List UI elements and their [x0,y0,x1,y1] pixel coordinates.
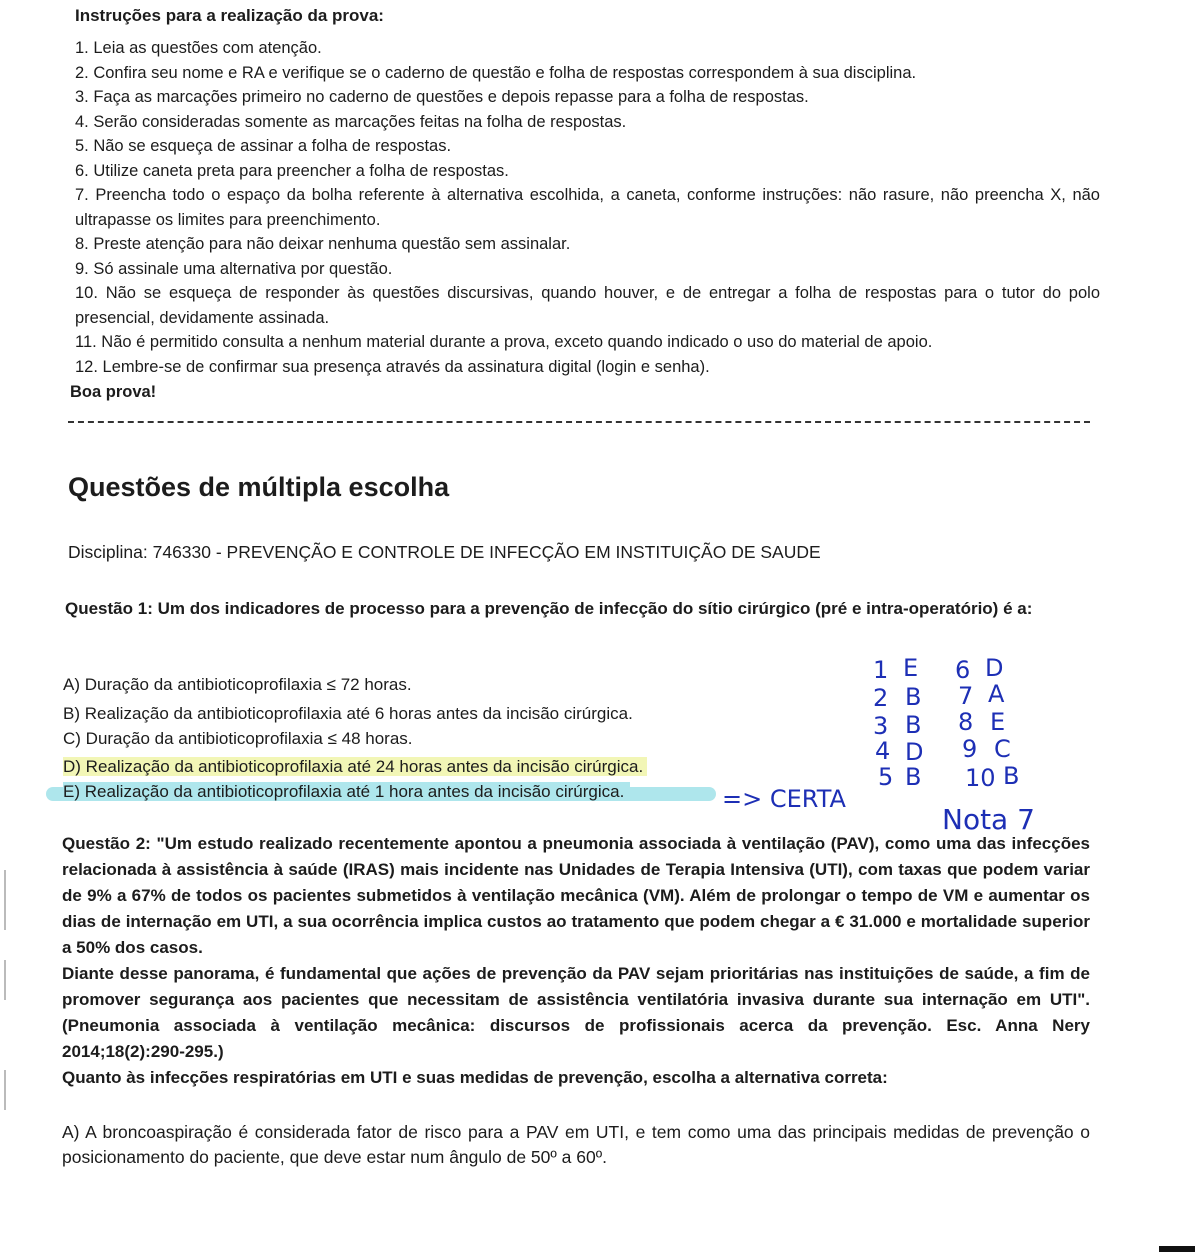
q2-paragraph: Quanto às infecções respiratórias em UTI e suas medidas de prevenção, escolha a alternativa correta: [62,1068,888,1087]
instruction-item: 8. Preste atenção para não deixar nenhuma questão sem assinalar. [75,235,571,253]
instructions-list [75,36,1100,379]
answer-letter: B [905,763,922,791]
q1-option-a: A) Duração da antibioticoprofilaxia ≤ 72 horas. [63,675,412,694]
scan-corner-mark [1159,1246,1195,1252]
handwritten-grade: Nota 7 [942,803,1035,836]
instruction-item: 7. Preencha todo o espaço da bolha referente à alternativa escolhida, a caneta, conforme instruções: não rasure, não preencha X, não ultrapasse os limites para preenchimento. [75,186,1100,229]
section-title: Questões de múltipla escolha [68,472,450,502]
dashed-divider [68,421,1090,423]
answer-number: 3 [873,712,889,740]
handwritten-certa-note: => CERTA [722,785,846,813]
answer-number: 2 [873,684,889,712]
instruction-item: 10. Não se esqueça de responder às questões discursivas, quando houver, e de entregar a folha de respostas para o tutor do polo presencial, devidamente assinada. [75,284,1100,327]
answer-number: 7 [958,682,974,710]
instruction-item: 12. Lembre-se de confirmar sua presença através da assinatura digital (login e senha). [75,357,710,376]
instructions-title: Instruções para a realização da prova: [75,6,384,25]
question-2-text [62,831,1090,1091]
discipline-label: Disciplina: 746330 - PREVENÇÃO E CONTROLE DE INFECÇÃO EM INSTITUIÇÃO DE SAUDE [68,542,821,562]
scan-margin-mark [4,1070,6,1110]
instruction-item: 5. Não se esqueça de assinar a folha de respostas. [75,137,452,155]
closing-text: Boa prova! [70,383,157,401]
q1-option-e [63,782,630,802]
answer-number: 5 [878,763,894,791]
instruction-item: 6. Utilize caneta preta para preencher a folha de respostas. [75,161,509,180]
q2-paragraph: Questão 2: "Um estudo realizado recentemente apontou a pneumonia associada à ventilação (PAV), como uma das infecções relacionada à assistência à saúde (IRAS) mais incidente nas Unidades de Terapia Intensiva (UTI), com taxas que podem variar de 9% a 67% de todos os pacientes submetidos à ventilação mecânica (VM). Além de prolongar o tempo de VM e aumentar os dias de internação em UTI, a sua ocorrência implica custos ao tratamento que podem chegar a € 31.000 e mortalidade superior a 50% dos casos. [62,834,1090,957]
answer-number: 1 [873,656,889,684]
answer-letter: C [994,735,1011,763]
answer-letter: B [905,683,922,711]
instruction-item: 1. Leia as questões com atenção. [75,39,322,57]
q1-option-e-highlight: E) Realização da antibioticoprofilaxia até 1 hora antes da incisão cirúrgica. [63,782,630,801]
answer-letter: A [988,680,1005,708]
answer-letter: D [905,738,924,766]
q2-option-a: A) A broncoaspiração é considerada fator de risco para a PAV em UTI, e tem como uma das principais medidas de prevenção o posicionamento do paciente, que deve estar num ângulo de 50º a 60º. [62,1122,1090,1167]
scan-margin-mark [4,870,6,930]
answer-letter: D [985,654,1004,682]
instruction-item: 11. Não é permitido consulta a nenhum material durante a prova, exceto quando indicado o uso do material de apoio. [75,333,933,351]
instruction-item: 2. Confira seu nome e RA e verifique se o caderno de questão e folha de respostas correspondem à sua disciplina. [75,63,917,82]
answer-letter: E [903,654,919,682]
scan-margin-mark [4,960,6,1000]
answer-number: 4 [875,737,891,765]
answer-letter: E [990,708,1006,736]
answer-number: 8 [958,708,974,736]
answer-number: 6 [955,656,971,684]
answer-number: 9 [962,735,978,763]
instruction-item: 4. Serão consideradas somente as marcações feitas na folha de respostas. [75,112,627,131]
q1-option-b: B) Realização da antibioticoprofilaxia até 6 horas antes da incisão cirúrgica. [63,704,633,723]
answer-letter: B [1003,762,1020,790]
q1-option-d-highlight: D) Realização da antibioticoprofilaxia até 24 horas antes da incisão cirúrgica. [63,757,647,776]
q1-option-c: C) Duração da antibioticoprofilaxia ≤ 48 horas. [63,729,413,748]
instruction-item: 3. Faça as marcações primeiro no caderno de questões e depois repasse para a folha de respostas. [75,88,809,106]
answer-letter: B [905,711,922,739]
q1-option-d [63,757,647,777]
q2-paragraph: Diante desse panorama, é fundamental que ações de prevenção da PAV sejam prioritárias nas instituições de saúde, a fim de promover segurança aos pacientes que necessitam de assistência ventilatória invasiva durante sua internação em UTI". (Pneumonia associada à ventilação mecânica: discursos de profissionais acerca da prevenção. Esc. Anna Nery 2014;18(2):290-295.) [62,964,1090,1061]
instruction-item: 9. Só assinale uma alternativa por questão. [75,259,393,278]
question-1-text: Questão 1: Um dos indicadores de processo para a prevenção de infecção do sítio cirúrgico (pré e intra-operatório) é a: [65,599,1033,618]
answer-number: 10 [965,764,996,792]
